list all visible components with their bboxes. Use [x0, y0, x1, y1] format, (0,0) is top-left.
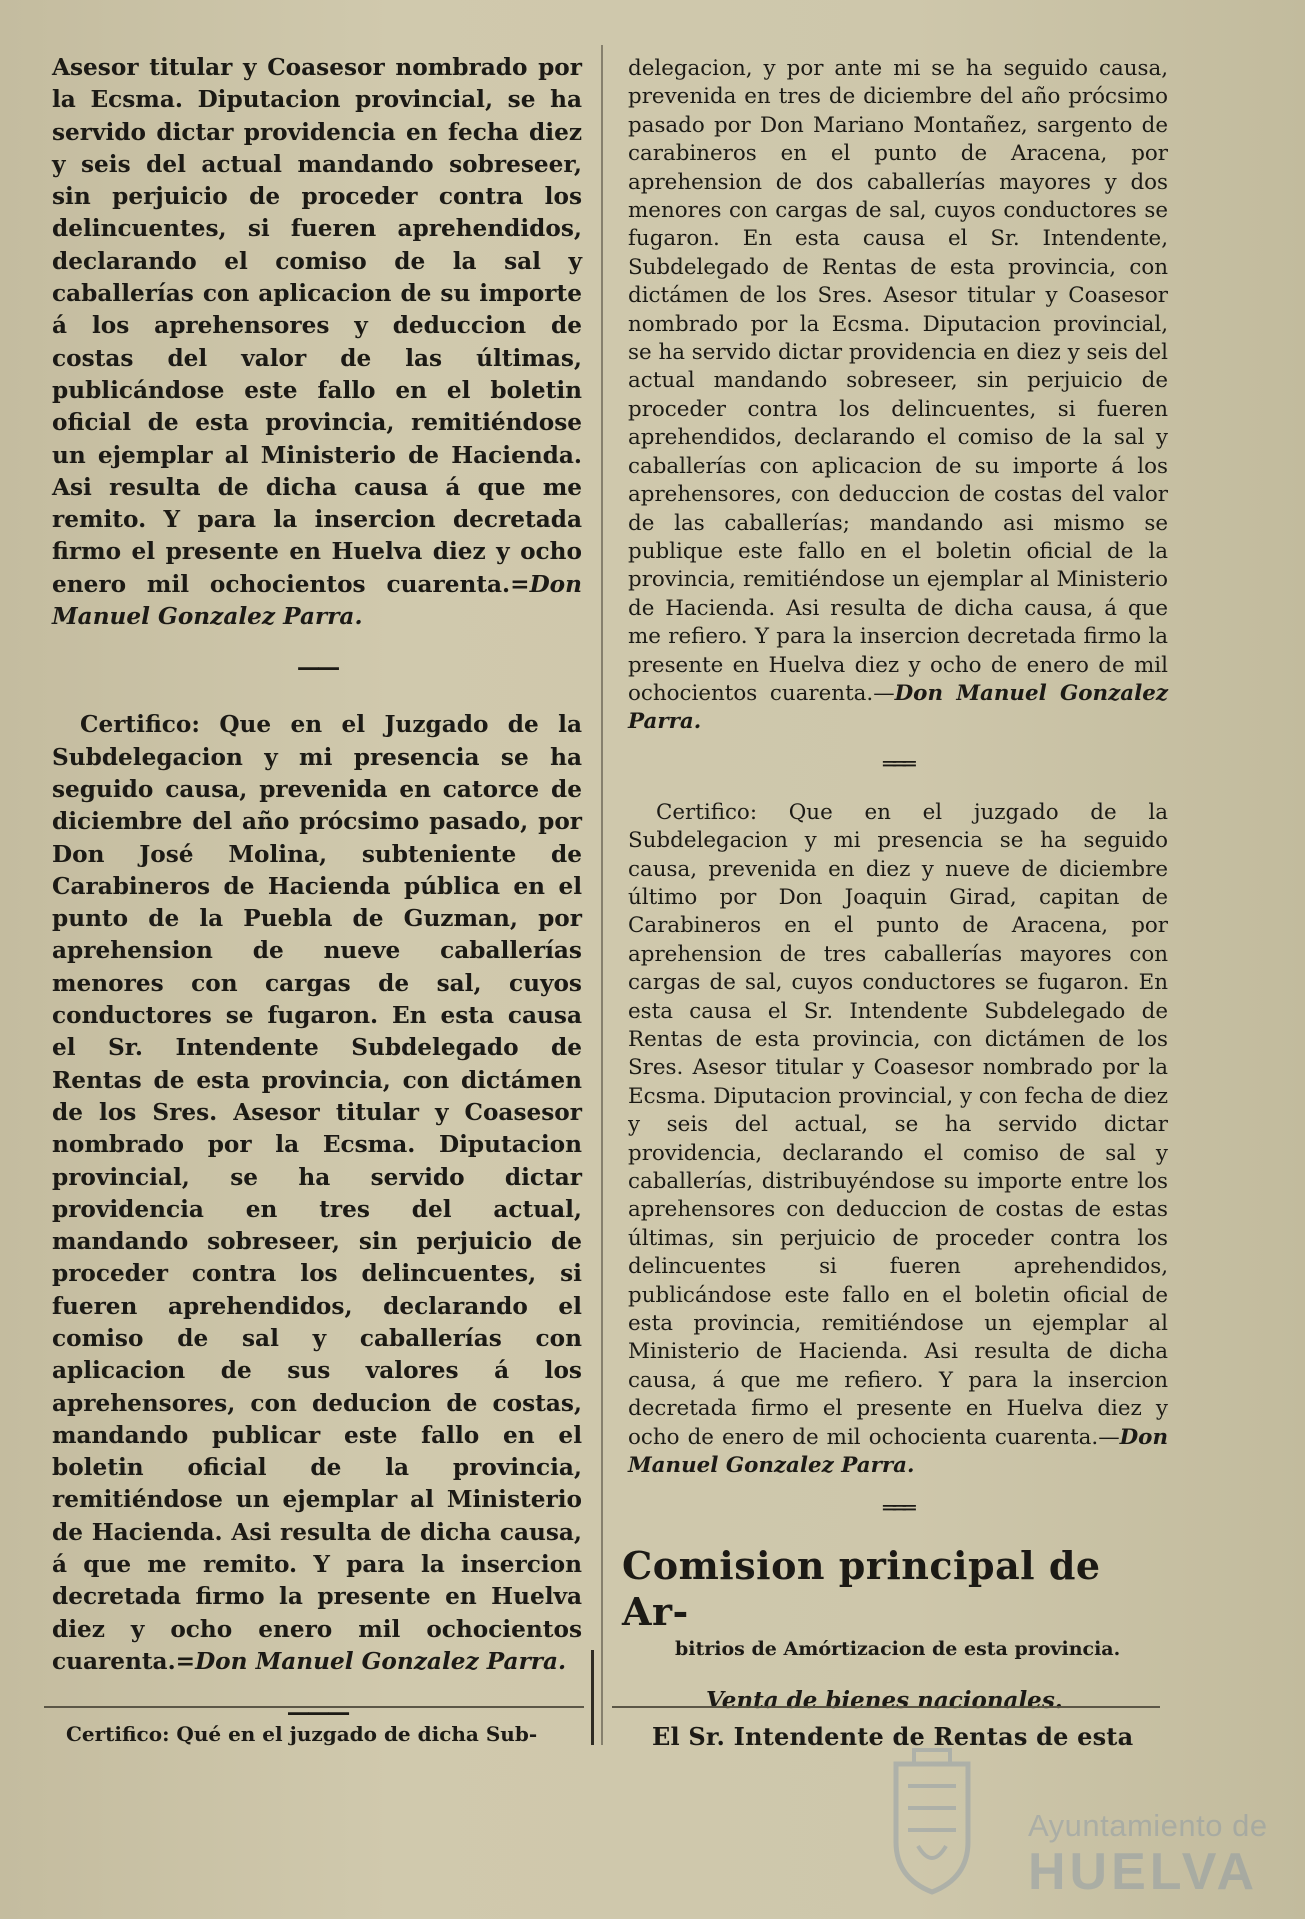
bottom-rule-right	[612, 1706, 1160, 1708]
bottom-rule-left	[44, 1706, 584, 1708]
section-separator: ———	[286, 1699, 348, 1727]
right-column	[622, 55, 1169, 1715]
left-paragraph-2	[52, 709, 582, 1678]
left-signature-1: Don Manuel Gonzalez Parra.	[52, 570, 582, 631]
left-signature-2: Don Manuel Gonzalez Parra.	[195, 1647, 567, 1675]
watermark	[884, 1744, 1284, 1914]
right-signature-2: Don Manuel Gonzalez Parra.	[628, 1424, 1168, 1479]
section-separator: ═══	[883, 1495, 913, 1521]
city-shield-icon	[888, 1746, 976, 1896]
right-paragraph-1	[628, 55, 1168, 737]
commission-subheading: bitrios de Amórtizacion de esta provincia.	[675, 1637, 1121, 1660]
section-separator: ═══	[883, 751, 913, 777]
right-bottom-line: El Sr. Intendente de Rentas de esta	[652, 1722, 1134, 1751]
right-paragraph-1-text: delegacion, y por ante mi se ha seguido causa, prevenida en tres de diciembre del año prócsimo pasado por Don Mariano Montañez, sargento de carabineros en el punto de Aracena, por aprehension de dos caballerías mayores y dos menores con cargas de sal, cuyos conductores se fugaron. En esta causa el Sr. Intendente, Subdelegado de Rentas de esta provincia, con dictámen de los Sres. Asesor titular y Coasesor nombrado por la Ecsma. Diputacion provincial, se ha servido dictar providencia en diez y seis del actual mandando sobreseer, sin perjuicio de proceder contra los delincuentes, si fueren aprehendidos, declarando el comiso de la sal y caballerías con aplicacion de su importe á los aprehensores, con deduccion de costas del valor de las caballerías; mandando asi mismo se publique este fallo en el boletin oficial de la provincia, remitiéndose un ejemplar al Ministerio de Hacienda. Asi resulta de dicha causa, á que me refiero. Y para la insercion decretada firmo la presente en Huelva diez y ocho de enero de mil ochocientos cuarenta.—	[628, 56, 1168, 706]
sale-heading: Venta de bienes nacionales.	[706, 1686, 1063, 1714]
watermark-line-1: Ayuntamiento de	[1028, 1808, 1268, 1843]
column-divider	[601, 45, 603, 1745]
right-paragraph-2-text: Certifico: Que en el juzgado de la Subdelegacion y mi presencia se ha seguido causa, prevenida en diez y nueve de diciembre último por Don Joaquin Girad, capitan de Carabineros en el punto de Aracena, por aprehension de tres caballerías mayores con cargas de sal, cuyos conductores se fugaron. En esta causa el Sr. Intendente Subdelegado de Rentas de esta provincia, con dictámen de los Sres. Asesor titular y Coasesor nombrado por la Ecsma. Diputacion provincial, y con fecha de diez y seis del actual, se ha servido dictar providencia, declarando el comiso de sal y caballerías, distribuyéndose su importe entre los aprehensores con deduccion de costas de estas últimas, sin perjuicio de proceder contra los delincuentes si fueren aprehendidos, publicándose este fallo en el boletin oficial de esta provincia, remitiéndose un ejemplar al Ministerio de Hacienda. Asi resulta de dicha causa, á que me refiero. Y para la insercion decretada firmo el presente en Huelva diez y ocho de enero de mil ochocienta cuarenta.—	[628, 799, 1168, 1450]
left-paragraph-1-text: Asesor titular y Coasesor nombrado por la Ecsma. Diputacion provincial, se ha servido dictar providencia en fecha diez y seis del actual mandando sobreseer, sin perjuicio de proceder contra los delincuentes, si fueren aprehendidos, declarando el comiso de la sal y caballerías con aplicacion de su importe á los aprehensores y deduccion de costas del valor de las últimas, publicándose este fallo en el boletin oficial de esta provincia, remitiéndose un ejemplar al Ministerio de Hacienda. Asi resulta de dicha causa á que me remito. Y para la insercion decretada firmo el presente en Huelva diez y ocho enero mil ochocientos cuarenta.=	[52, 54, 582, 598]
left-paragraph-1	[52, 52, 582, 633]
left-column	[52, 52, 582, 1754]
right-paragraph-2	[628, 799, 1168, 1481]
section-separator: ——	[296, 654, 338, 682]
left-paragraph-2-text: Certifico: Que en el Juzgado de la Subdelegacion y mi presencia se ha seguido causa, prevenida en catorce de diciembre del año prócsimo pasado, por Don José Molina, subteniente de Carabineros de Hacienda pública en el punto de la Puebla de Guzman, por aprehension de nueve caballerías menores con cargas de sal, cuyos conductores se fugaron. En esta causa el Sr. Intendente Subdelegado de Rentas de esta provincia, con dictámen de los Sres. Asesor titular y Coasesor nombrado por la Ecsma. Diputacion provincial, se ha servido dictar providencia en tres del actual, mandando sobreseer, sin perjuicio de proceder contra los delincuentes, si fueren aprehendidos, declarando el comiso de sal y caballerías con aplicacion de sus valores á los aprehensores, con deducion de costas, mandando publicar este fallo en el boletin oficial de la provincia, remitiéndose un ejemplar al Ministerio de Hacienda. Asi resulta de dicha causa, á que me remito. Y para la insercion decretada firmo la presente en Huelva diez y ocho enero mil ochocientos cuarenta.=	[52, 711, 582, 1675]
watermark-line-2: HUELVA	[1028, 1843, 1259, 1901]
column-divider-bottom	[591, 1650, 594, 1745]
commission-heading: Comision principal de Ar-	[622, 1542, 1101, 1634]
right-signature-1: Don Manuel Gonzalez Parra.	[628, 680, 1169, 735]
left-bottom-line: Certifico: Qué en el juzgado de dicha Sub-	[66, 1722, 538, 1746]
